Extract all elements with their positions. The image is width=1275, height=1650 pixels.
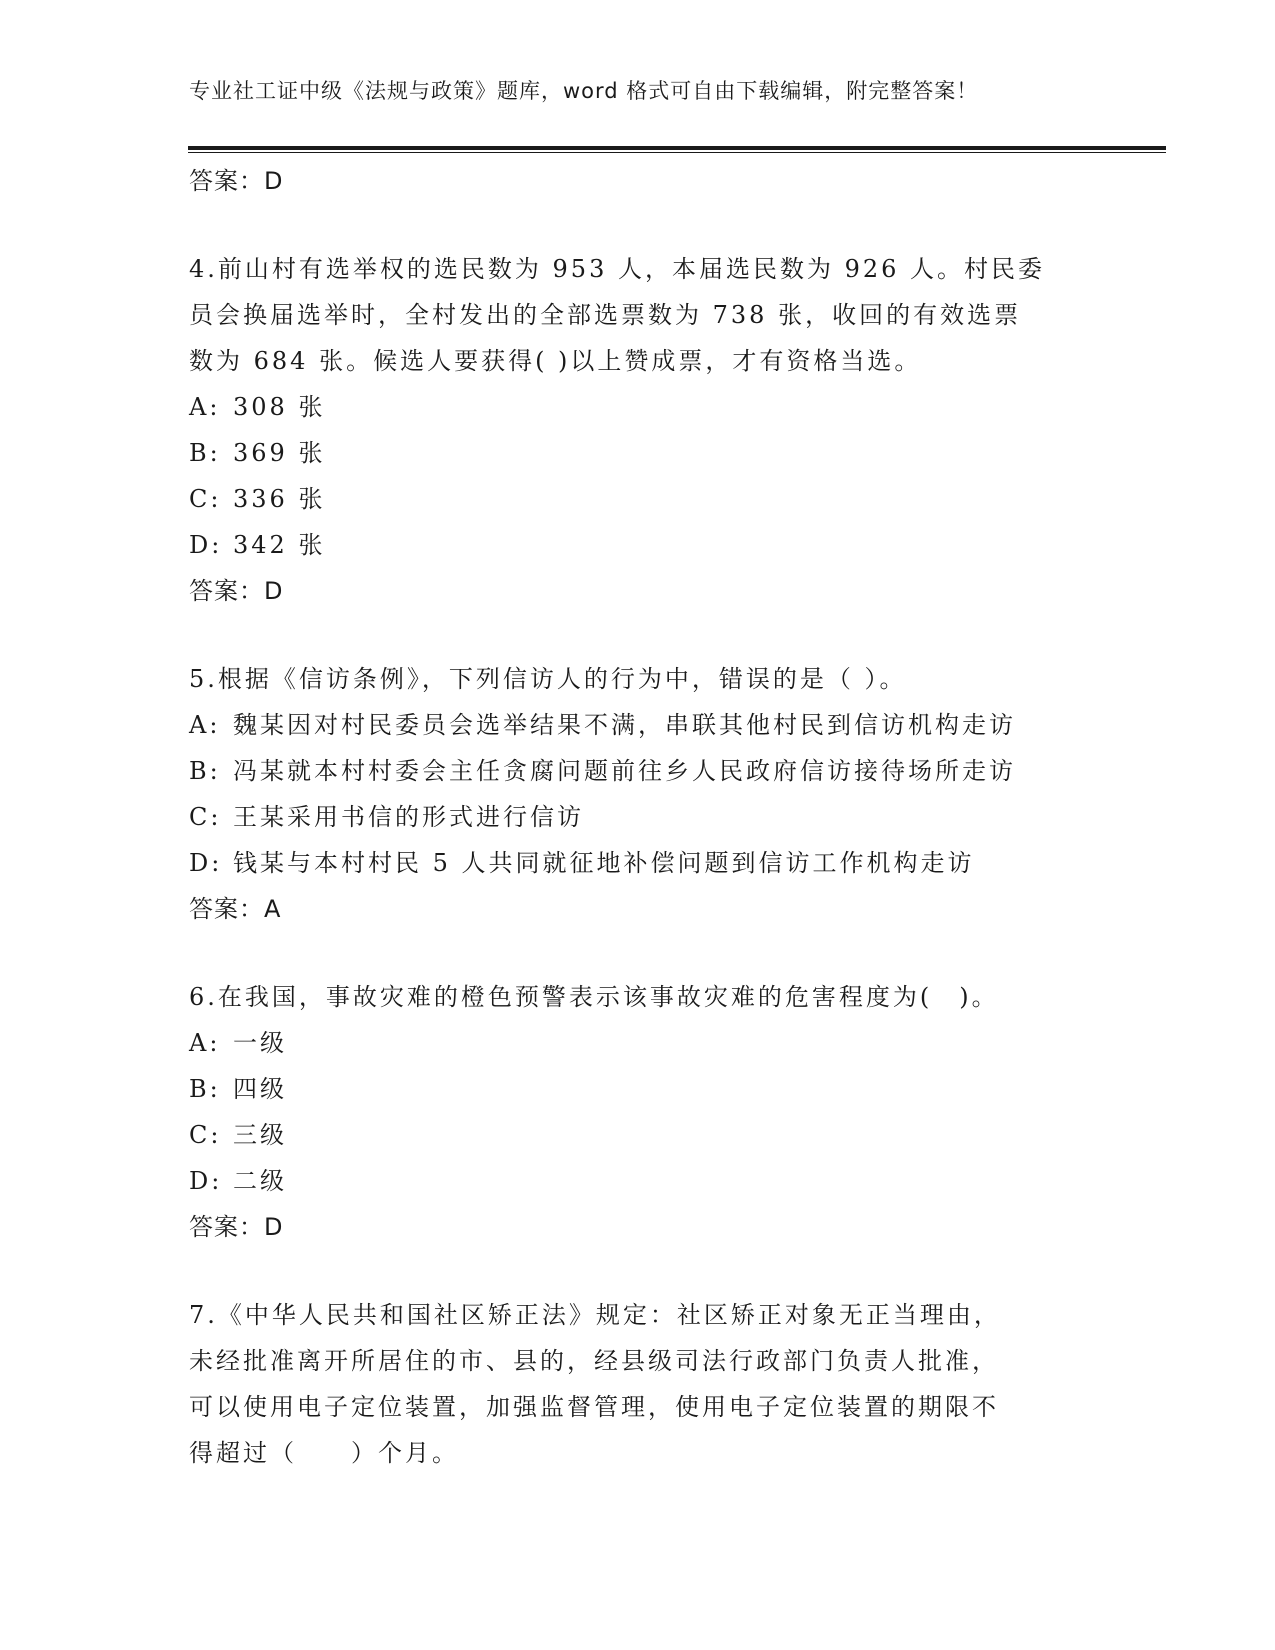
question-list xyxy=(189,158,1109,1476)
page-header: 专业社工证中级《法规与政策》题库，word 格式可自由下载编辑，附完整答案！ xyxy=(189,79,979,103)
option-d xyxy=(189,1158,1109,1204)
question-stem-line: 7.《中华人民共和国社区矫正法》规定：社区矫正对象无正当理由， xyxy=(189,1301,1001,1329)
option-text: 三级 xyxy=(233,1121,287,1149)
answer-line: 答案：A xyxy=(189,895,282,923)
option-key: B: xyxy=(189,757,221,785)
question-block xyxy=(189,1292,1109,1476)
option-key: D: xyxy=(189,849,223,877)
option-c xyxy=(189,1112,1109,1158)
question-stem-line: 员会换届选举时，全村发出的全部选票数为 738 张，收回的有效选票 xyxy=(189,301,1022,329)
option-text: 王某采用书信的形式进行信访 xyxy=(233,803,584,831)
option-text: 342 张 xyxy=(233,531,326,559)
option-text: 308 张 xyxy=(233,393,326,421)
option-text: 336 张 xyxy=(233,485,326,513)
header-rule xyxy=(188,146,1166,150)
option-key: D: xyxy=(189,531,223,559)
question-stem-line: 得超过（ ）个月。 xyxy=(189,1439,459,1467)
header-rule-thin xyxy=(188,152,1166,153)
option-a xyxy=(189,702,1109,748)
option-key: C: xyxy=(189,485,222,513)
option-d xyxy=(189,840,1109,886)
option-text: 二级 xyxy=(233,1167,287,1195)
question-stem-line: 未经批准离开所居住的市、县的，经县级司法行政部门负责人批准， xyxy=(189,1347,999,1375)
question-stem-line: 5.根据《信访条例》，下列信访人的行为中，错误的是（ ）。 xyxy=(189,665,907,693)
question-stem-line: 数为 684 张。候选人要获得( )以上赞成票，才有资格当选。 xyxy=(189,347,922,375)
option-key: A: xyxy=(189,711,221,739)
option-text: 369 张 xyxy=(233,439,326,467)
option-text: 四级 xyxy=(233,1075,287,1103)
option-a xyxy=(189,1020,1109,1066)
option-key: C: xyxy=(189,803,222,831)
option-key: A: xyxy=(189,393,221,421)
option-c xyxy=(189,476,1109,522)
question-stem-line: 6.在我国，事故灾难的橙色预警表示该事故灾难的危害程度为( )。 xyxy=(189,983,999,1011)
option-b xyxy=(189,748,1109,794)
option-a xyxy=(189,384,1109,430)
question-block xyxy=(189,656,1109,932)
option-d xyxy=(189,522,1109,568)
option-b xyxy=(189,1066,1109,1112)
option-key: B: xyxy=(189,1075,221,1103)
question-stem-line: 4.前山村有选举权的选民数为 953 人，本届选民数为 926 人。村民委 xyxy=(189,255,1046,283)
question-stem-line: 可以使用电子定位装置，加强监督管理，使用电子定位装置的期限不 xyxy=(189,1393,999,1421)
option-key: C: xyxy=(189,1121,222,1149)
answer-line: 答案：D xyxy=(189,1213,284,1241)
question-block xyxy=(189,246,1109,614)
option-text: 钱某与本村村民 5 人共同就征地补偿问题到信访工作机构走访 xyxy=(233,849,975,877)
option-key: A: xyxy=(189,1029,221,1057)
question-block xyxy=(189,974,1109,1250)
answer-line: 答案：D xyxy=(189,577,284,605)
option-c xyxy=(189,794,1109,840)
option-key: B: xyxy=(189,439,221,467)
answer-line: 答案：D xyxy=(189,167,284,195)
option-text: 冯某就本村村委会主任贪腐问题前往乡人民政府信访接待场所走访 xyxy=(233,757,1016,785)
option-text: 一级 xyxy=(233,1029,287,1057)
option-b xyxy=(189,430,1109,476)
option-text: 魏某因对村民委员会选举结果不满，串联其他村民到信访机构走访 xyxy=(233,711,1016,739)
option-key: D: xyxy=(189,1167,223,1195)
